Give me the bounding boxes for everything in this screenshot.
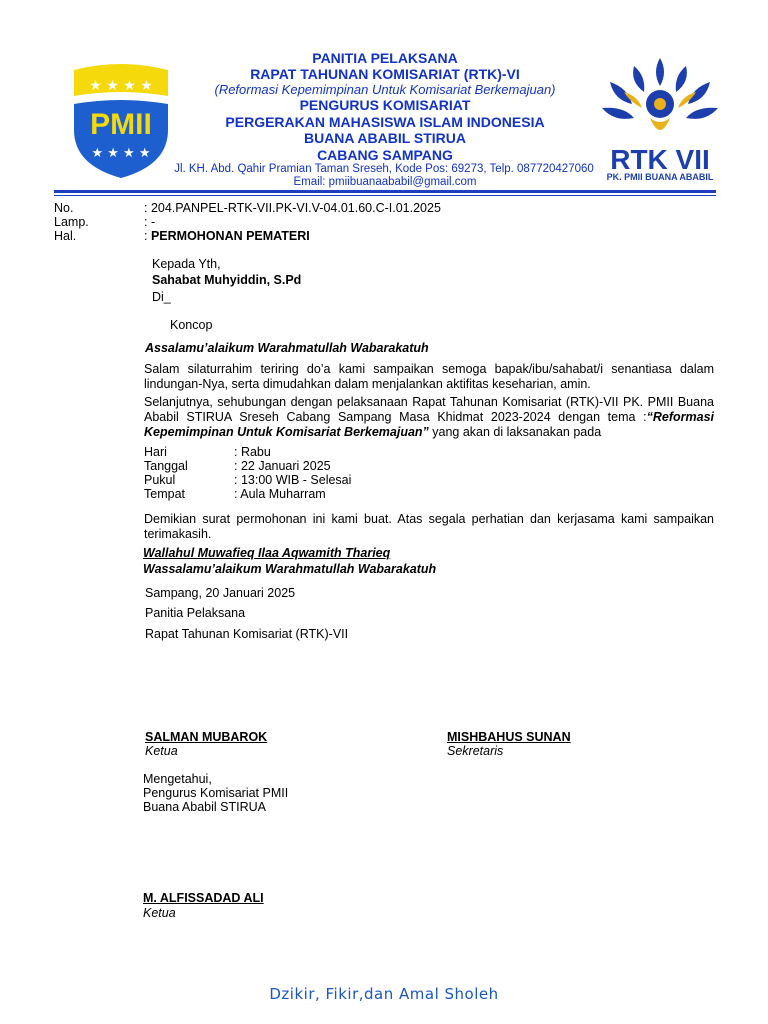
header-line-5: PERGERAKAN MAHASISWA ISLAM INDONESIA — [225, 114, 545, 130]
committee-name: Panitia Pelaksana — [145, 606, 246, 620]
acknowledged-org-2: Buana Ababil STIRUA — [143, 800, 266, 814]
paragraph-2 — [144, 395, 714, 440]
rtk-vii-logo — [594, 52, 726, 182]
signatory-2-name: MISHBAHUS SUNAN — [447, 730, 571, 744]
closing-prayer: Wallahul Muwafieq Ilaa Aqwamith Tharieq — [143, 546, 391, 560]
signatory-1-role: Ketua — [145, 744, 178, 758]
header-line-7: CABANG SAMPANG — [317, 147, 453, 163]
theme-text: “Reformasi Kepemimpinan Untuk Komisariat Berkemajuan” — [144, 410, 714, 439]
hal-field — [144, 229, 310, 243]
paragraph-2-end: yang akan di laksanakan pada — [428, 425, 602, 439]
header-line-6: BUANA ABABIL STIRUA — [303, 130, 467, 146]
hal-colon: : — [144, 229, 151, 243]
recipient-name: Sahabat Muhyiddin, S.Pd — [152, 273, 302, 287]
paragraph-1: Salam silaturrahim teriring do’a kami sampaikan semoga bapak/ibu/sahabat/i senantiasa dalam lindungan-Nya, serta dimudahkan dalam menjalankan aktifitas keseharian, amin. — [144, 362, 714, 391]
opening-salam: Assalamu’alaikum Warahmatullah Wabarakatuh — [145, 341, 429, 355]
schedule-label: Tempat — [144, 487, 185, 501]
signatory-3-name: M. ALFISSADAD ALI — [143, 891, 264, 905]
schedule-row — [144, 473, 351, 487]
svg-text:★ ★ ★ ★: ★ ★ ★ ★ — [89, 78, 153, 94]
header-line-2: RAPAT TAHUNAN KOMISARIAT (RTK)-VI — [250, 66, 520, 82]
schedule-value: : Aula Muharram — [234, 487, 326, 501]
header-line-4: PENGURUS KOMISARIAT — [299, 97, 471, 113]
schedule-row — [144, 459, 351, 473]
schedule-value: : 13:00 WIB - Selesai — [234, 473, 352, 487]
header-tagline: (Reformasi Kepemimpinan Untuk Komisariat Berkemajuan) — [214, 82, 556, 97]
schedule-row — [144, 487, 351, 501]
schedule-label: Pukul — [144, 473, 176, 487]
svg-text:PK. PMII BUANA ABABIL: PK. PMII BUANA ABABIL — [606, 172, 714, 182]
closing-salam: Wassalamu’alaikum Warahmatullah Wabarakatuh — [143, 562, 437, 576]
no-label: No. — [54, 201, 74, 215]
hal-label: Hal. — [54, 229, 77, 243]
header-divider-thin — [54, 195, 716, 196]
signatory-1-name: SALMAN MUBAROK — [145, 730, 268, 744]
lamp-value: : - — [144, 215, 156, 229]
header-divider — [54, 190, 716, 193]
paragraph-3: Demikian surat permohonan ini kami buat. Atas segala perhatian dan kerjasama kami sampaikan terimakasih. — [144, 512, 714, 541]
schedule-value: : 22 Januari 2025 — [234, 459, 331, 473]
header-email[interactable]: Email: pmiibuanaababil@gmail.com — [293, 176, 477, 188]
place-date: Sampang, 20 Januari 2025 — [145, 586, 296, 600]
schedule — [144, 445, 351, 501]
hal-value: PERMOHONAN PEMATERI — [150, 229, 310, 243]
header-address: Jl. KH. Abd. Qahir Pramian Taman Sreseh, Kode Pos: 69273, Telp. 087720427060 — [174, 163, 594, 175]
header-line-1: PANITIA PELAKSANA — [312, 50, 458, 66]
signatory-3-role: Ketua — [143, 906, 176, 920]
recipient-greeting: Kepada Yth, — [152, 257, 221, 271]
acknowledged-org: Pengurus Komisariat PMII — [143, 786, 289, 800]
signatory-2-role: Sekretaris — [447, 744, 504, 758]
schedule-label: Hari — [144, 445, 167, 459]
svg-text:RTK VII: RTK VII — [610, 144, 710, 175]
acknowledged-label: Mengetahui, — [143, 772, 212, 786]
svg-text:★ ★ ★ ★: ★ ★ ★ ★ — [91, 146, 151, 161]
schedule-value: : Rabu — [234, 445, 271, 459]
footer-motto: Dzikir, Fikir,dan Amal Sholeh — [269, 985, 499, 1003]
no-value: : 204.PANPEL-RTK-VII.PK-VI.V-04.01.60.C-I.01.2025 — [144, 201, 441, 215]
svg-text:PMII: PMII — [90, 108, 152, 141]
paragraph-2-intro: Selanjutnya, sehubungan dengan pelaksanaan Rapat Tahunan Komisariat (RTK)-VII PK. PMII Buana Ababil STIRUA Sreseh Cabang Sampang Masa Khidmat 2023-2024 dengan tema : — [144, 395, 714, 424]
lamp-label: Lamp. — [54, 215, 89, 229]
event-name: Rapat Tahunan Komisariat (RTK)-VII — [145, 627, 349, 641]
schedule-label: Tanggal — [144, 459, 188, 473]
recipient-di: Di_ — [152, 290, 171, 304]
schedule-row — [144, 445, 351, 459]
recipient-place: Koncop — [170, 318, 213, 332]
